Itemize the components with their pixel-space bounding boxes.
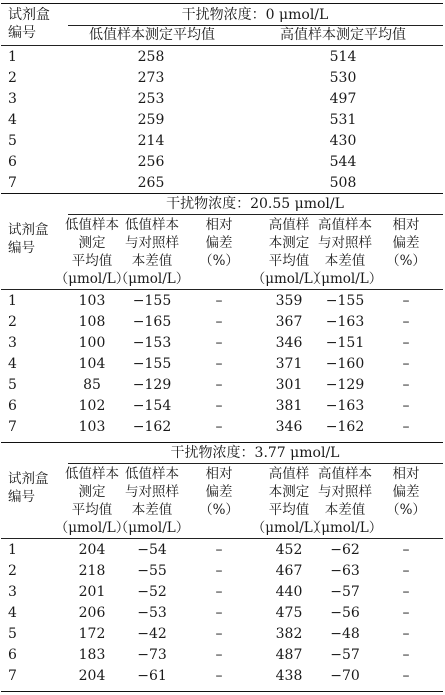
cell-high-diff: −57 (330, 647, 360, 663)
cell-low-mean: 265 (137, 175, 165, 191)
column-header-low-mean: 低值样本测定平均值 (89, 27, 215, 43)
cell-low-mean: 204 (78, 668, 106, 684)
cell-high-bias: – (402, 584, 410, 600)
cell-low-mean: 214 (137, 133, 165, 149)
row-id: 4 (8, 605, 17, 621)
column-header-high-bias: （%） (386, 502, 426, 518)
row-id: 1 (8, 49, 17, 65)
column-header-high-mean: （μmol/L） (251, 271, 327, 287)
cell-low-mean: 253 (137, 91, 165, 107)
column-header-low-bias: 偏差 (205, 484, 233, 500)
cell-high-bias: – (402, 647, 410, 663)
cell-high-mean: 371 (275, 356, 303, 372)
column-header-low-bias: 偏差 (205, 235, 233, 251)
cell-low-mean: 273 (137, 70, 165, 86)
cell-high-bias: – (402, 293, 410, 309)
cell-low-bias: – (215, 647, 223, 663)
cell-high-diff: −57 (330, 584, 360, 600)
row-id: 5 (8, 626, 17, 642)
cell-low-bias: – (215, 563, 223, 579)
column-header-high-bias: （%） (386, 253, 426, 269)
cell-high-mean: 544 (329, 154, 357, 170)
cell-high-diff: −155 (325, 293, 365, 309)
cell-low-diff: −165 (132, 314, 172, 330)
cell-low-diff: −61 (137, 668, 167, 684)
column-header-low-diff: 低值样本 (125, 217, 179, 233)
cell-low-bias: – (215, 398, 223, 414)
cell-low-bias: – (215, 335, 223, 351)
cell-low-diff: −54 (137, 542, 167, 558)
cell-high-mean: 475 (275, 605, 303, 621)
cell-low-bias: – (215, 293, 223, 309)
cell-low-mean: 201 (78, 584, 106, 600)
cell-low-mean: 108 (78, 314, 106, 330)
column-header-high-diff: 与对照样 (318, 484, 372, 500)
cell-high-mean: 359 (275, 293, 303, 309)
column-header-low-bias: 相对 (205, 217, 233, 233)
cell-low-bias: – (215, 377, 223, 393)
column-header-high-mean: 平均值 (268, 502, 310, 518)
cell-high-diff: −129 (325, 377, 365, 393)
cell-high-diff: −48 (330, 626, 360, 642)
cell-high-diff: −163 (325, 314, 365, 330)
cell-high-mean: 381 (275, 398, 303, 414)
cell-high-bias: – (402, 605, 410, 621)
row-id: 1 (8, 542, 17, 558)
column-header-high-bias: 偏差 (392, 484, 420, 500)
cell-low-mean: 183 (78, 647, 106, 663)
header-rule (1, 538, 443, 539)
row-id: 6 (8, 647, 17, 663)
cell-high-bias: – (402, 419, 410, 435)
column-header-high-bias: 偏差 (392, 235, 420, 251)
cell-high-bias: – (402, 563, 410, 579)
column-header-low-diff: （μmol/L） (114, 520, 190, 536)
column-header-low-diff: （μmol/L） (114, 271, 190, 287)
cell-high-mean: 487 (275, 647, 303, 663)
header-rule (1, 289, 443, 290)
column-header-high-diff: （μmol/L） (307, 271, 383, 287)
cell-high-mean: 508 (329, 175, 357, 191)
cell-low-bias: – (215, 605, 223, 621)
cell-low-diff: −55 (137, 563, 167, 579)
cell-low-bias: – (215, 626, 223, 642)
cell-high-mean: 301 (275, 377, 303, 393)
column-header-high-mean: 本测定 (268, 235, 310, 251)
cell-high-bias: – (402, 398, 410, 414)
row-id: 4 (8, 356, 17, 372)
cell-low-diff: −73 (137, 647, 167, 663)
cell-high-mean: 367 (275, 314, 303, 330)
cell-low-bias: – (215, 356, 223, 372)
section-title: 干扰物浓度：3.77 μmol/L (170, 445, 340, 461)
cell-low-mean: 85 (83, 377, 101, 393)
column-header-high-diff: 本差值 (324, 253, 366, 269)
cell-low-diff: −154 (132, 398, 172, 414)
section-divider (1, 442, 443, 443)
column-header-high-mean: 高值样 (268, 466, 310, 482)
cell-high-bias: – (402, 626, 410, 642)
section-title: 干扰物浓度：0 μmol/L (181, 7, 329, 23)
cell-low-mean: 104 (78, 356, 106, 372)
cell-low-mean: 103 (78, 419, 106, 435)
cell-low-diff: −42 (137, 626, 167, 642)
table-bottom-rule (1, 691, 443, 692)
cell-low-diff: −129 (132, 377, 172, 393)
row-id: 6 (8, 154, 17, 170)
cell-low-diff: −153 (132, 335, 172, 351)
cell-high-bias: – (402, 335, 410, 351)
cell-low-diff: −52 (137, 584, 167, 600)
cell-high-bias: – (402, 668, 410, 684)
column-header-high-mean: 本测定 (268, 484, 310, 500)
cell-high-diff: −70 (330, 668, 360, 684)
column-header-high-mean: 高值样 (268, 217, 310, 233)
column-header-low-diff: 与对照样 (125, 484, 179, 500)
row-id: 7 (8, 668, 17, 684)
cell-high-diff: −63 (330, 563, 360, 579)
column-header-low-diff: 低值样本 (125, 466, 179, 482)
cell-high-mean: 440 (275, 584, 303, 600)
cell-low-mean: 204 (78, 542, 106, 558)
column-header-high-bias: 相对 (392, 466, 420, 482)
kit-header: 试剂盒 (8, 7, 50, 23)
cell-high-mean: 497 (329, 91, 357, 107)
title-rule (68, 25, 443, 26)
kit-header: 编号 (8, 240, 35, 256)
column-header-low-bias: （%） (199, 502, 239, 518)
cell-low-diff: −155 (132, 293, 172, 309)
column-header-high-diff: 与对照样 (318, 235, 372, 251)
cell-high-mean: 530 (329, 70, 357, 86)
column-header-high-mean: （μmol/L） (251, 520, 327, 536)
cell-low-bias: – (215, 584, 223, 600)
column-header-low-mean: 平均值 (71, 502, 113, 518)
kit-header: 编号 (8, 489, 35, 505)
header-rule (1, 45, 443, 46)
column-header-low-mean: 测定 (78, 484, 106, 500)
cell-low-diff: −155 (132, 356, 172, 372)
cell-high-diff: −151 (325, 335, 365, 351)
row-id: 7 (8, 419, 17, 435)
row-id: 5 (8, 133, 17, 149)
row-id: 1 (8, 293, 17, 309)
cell-high-bias: – (402, 314, 410, 330)
column-header-low-mean: （μmol/L） (54, 520, 130, 536)
cell-high-mean: 382 (275, 626, 303, 642)
row-id: 3 (8, 584, 17, 600)
row-id: 6 (8, 398, 17, 414)
cell-low-mean: 102 (78, 398, 106, 414)
cell-low-bias: – (215, 668, 223, 684)
row-id: 2 (8, 563, 17, 579)
row-id: 2 (8, 314, 17, 330)
cell-low-mean: 206 (78, 605, 106, 621)
table-top-rule (1, 3, 443, 4)
cell-low-diff: −162 (132, 419, 172, 435)
cell-high-mean: 346 (275, 335, 303, 351)
column-header-low-diff: 本差值 (131, 502, 173, 518)
kit-header: 试剂盒 (8, 471, 49, 487)
row-id: 4 (8, 112, 17, 128)
cell-high-mean: 430 (329, 133, 357, 149)
column-header-high-diff: 本差值 (324, 502, 366, 518)
cell-high-mean: 452 (275, 542, 303, 558)
cell-high-diff: −160 (325, 356, 365, 372)
cell-low-mean: 259 (137, 112, 165, 128)
cell-low-mean: 172 (78, 626, 106, 642)
column-header-low-diff: 与对照样 (125, 235, 179, 251)
column-header-low-bias: （%） (199, 253, 239, 269)
title-rule (68, 214, 443, 215)
row-id: 2 (8, 70, 17, 86)
row-id: 5 (8, 377, 17, 393)
cell-low-diff: −53 (137, 605, 167, 621)
section-divider (1, 193, 443, 194)
cell-high-mean: 467 (275, 563, 303, 579)
cell-high-mean: 514 (329, 49, 357, 65)
column-header-low-bias: 相对 (205, 466, 233, 482)
column-header-low-mean: （μmol/L） (54, 271, 130, 287)
column-header-high-diff: （μmol/L） (307, 520, 383, 536)
column-header-high-mean: 高值样本测定平均值 (280, 27, 406, 43)
column-header-low-mean: 测定 (78, 235, 106, 251)
column-header-high-bias: 相对 (392, 217, 420, 233)
cell-low-mean: 100 (78, 335, 106, 351)
column-header-low-mean: 平均值 (71, 253, 113, 269)
cell-high-diff: −62 (330, 542, 360, 558)
cell-high-mean: 531 (329, 112, 357, 128)
cell-high-mean: 438 (275, 668, 303, 684)
cell-low-bias: – (215, 542, 223, 558)
kit-header: 编号 (8, 25, 36, 41)
kit-header: 试剂盒 (8, 222, 49, 238)
cell-high-diff: −163 (325, 398, 365, 414)
column-header-low-mean: 低值样本 (65, 466, 119, 482)
column-header-low-mean: 低值样本 (65, 217, 119, 233)
cell-high-mean: 346 (275, 419, 303, 435)
cell-high-diff: −56 (330, 605, 360, 621)
column-header-high-mean: 平均值 (268, 253, 310, 269)
cell-low-mean: 256 (137, 154, 165, 170)
column-header-high-diff: 高值样本 (318, 466, 372, 482)
row-id: 7 (8, 175, 17, 191)
cell-low-bias: – (215, 419, 223, 435)
row-id: 3 (8, 91, 17, 107)
cell-high-bias: – (402, 377, 410, 393)
cell-high-diff: −162 (325, 419, 365, 435)
column-header-low-diff: 本差值 (131, 253, 173, 269)
cell-high-bias: – (402, 542, 410, 558)
row-id: 3 (8, 335, 17, 351)
cell-low-bias: – (215, 314, 223, 330)
column-header-high-diff: 高值样本 (318, 217, 372, 233)
cell-high-bias: – (402, 356, 410, 372)
cell-low-mean: 258 (137, 49, 165, 65)
title-rule (68, 463, 443, 464)
section-title: 干扰物浓度：20.55 μmol/L (166, 196, 344, 212)
cell-low-mean: 218 (78, 563, 106, 579)
cell-low-mean: 103 (78, 293, 106, 309)
